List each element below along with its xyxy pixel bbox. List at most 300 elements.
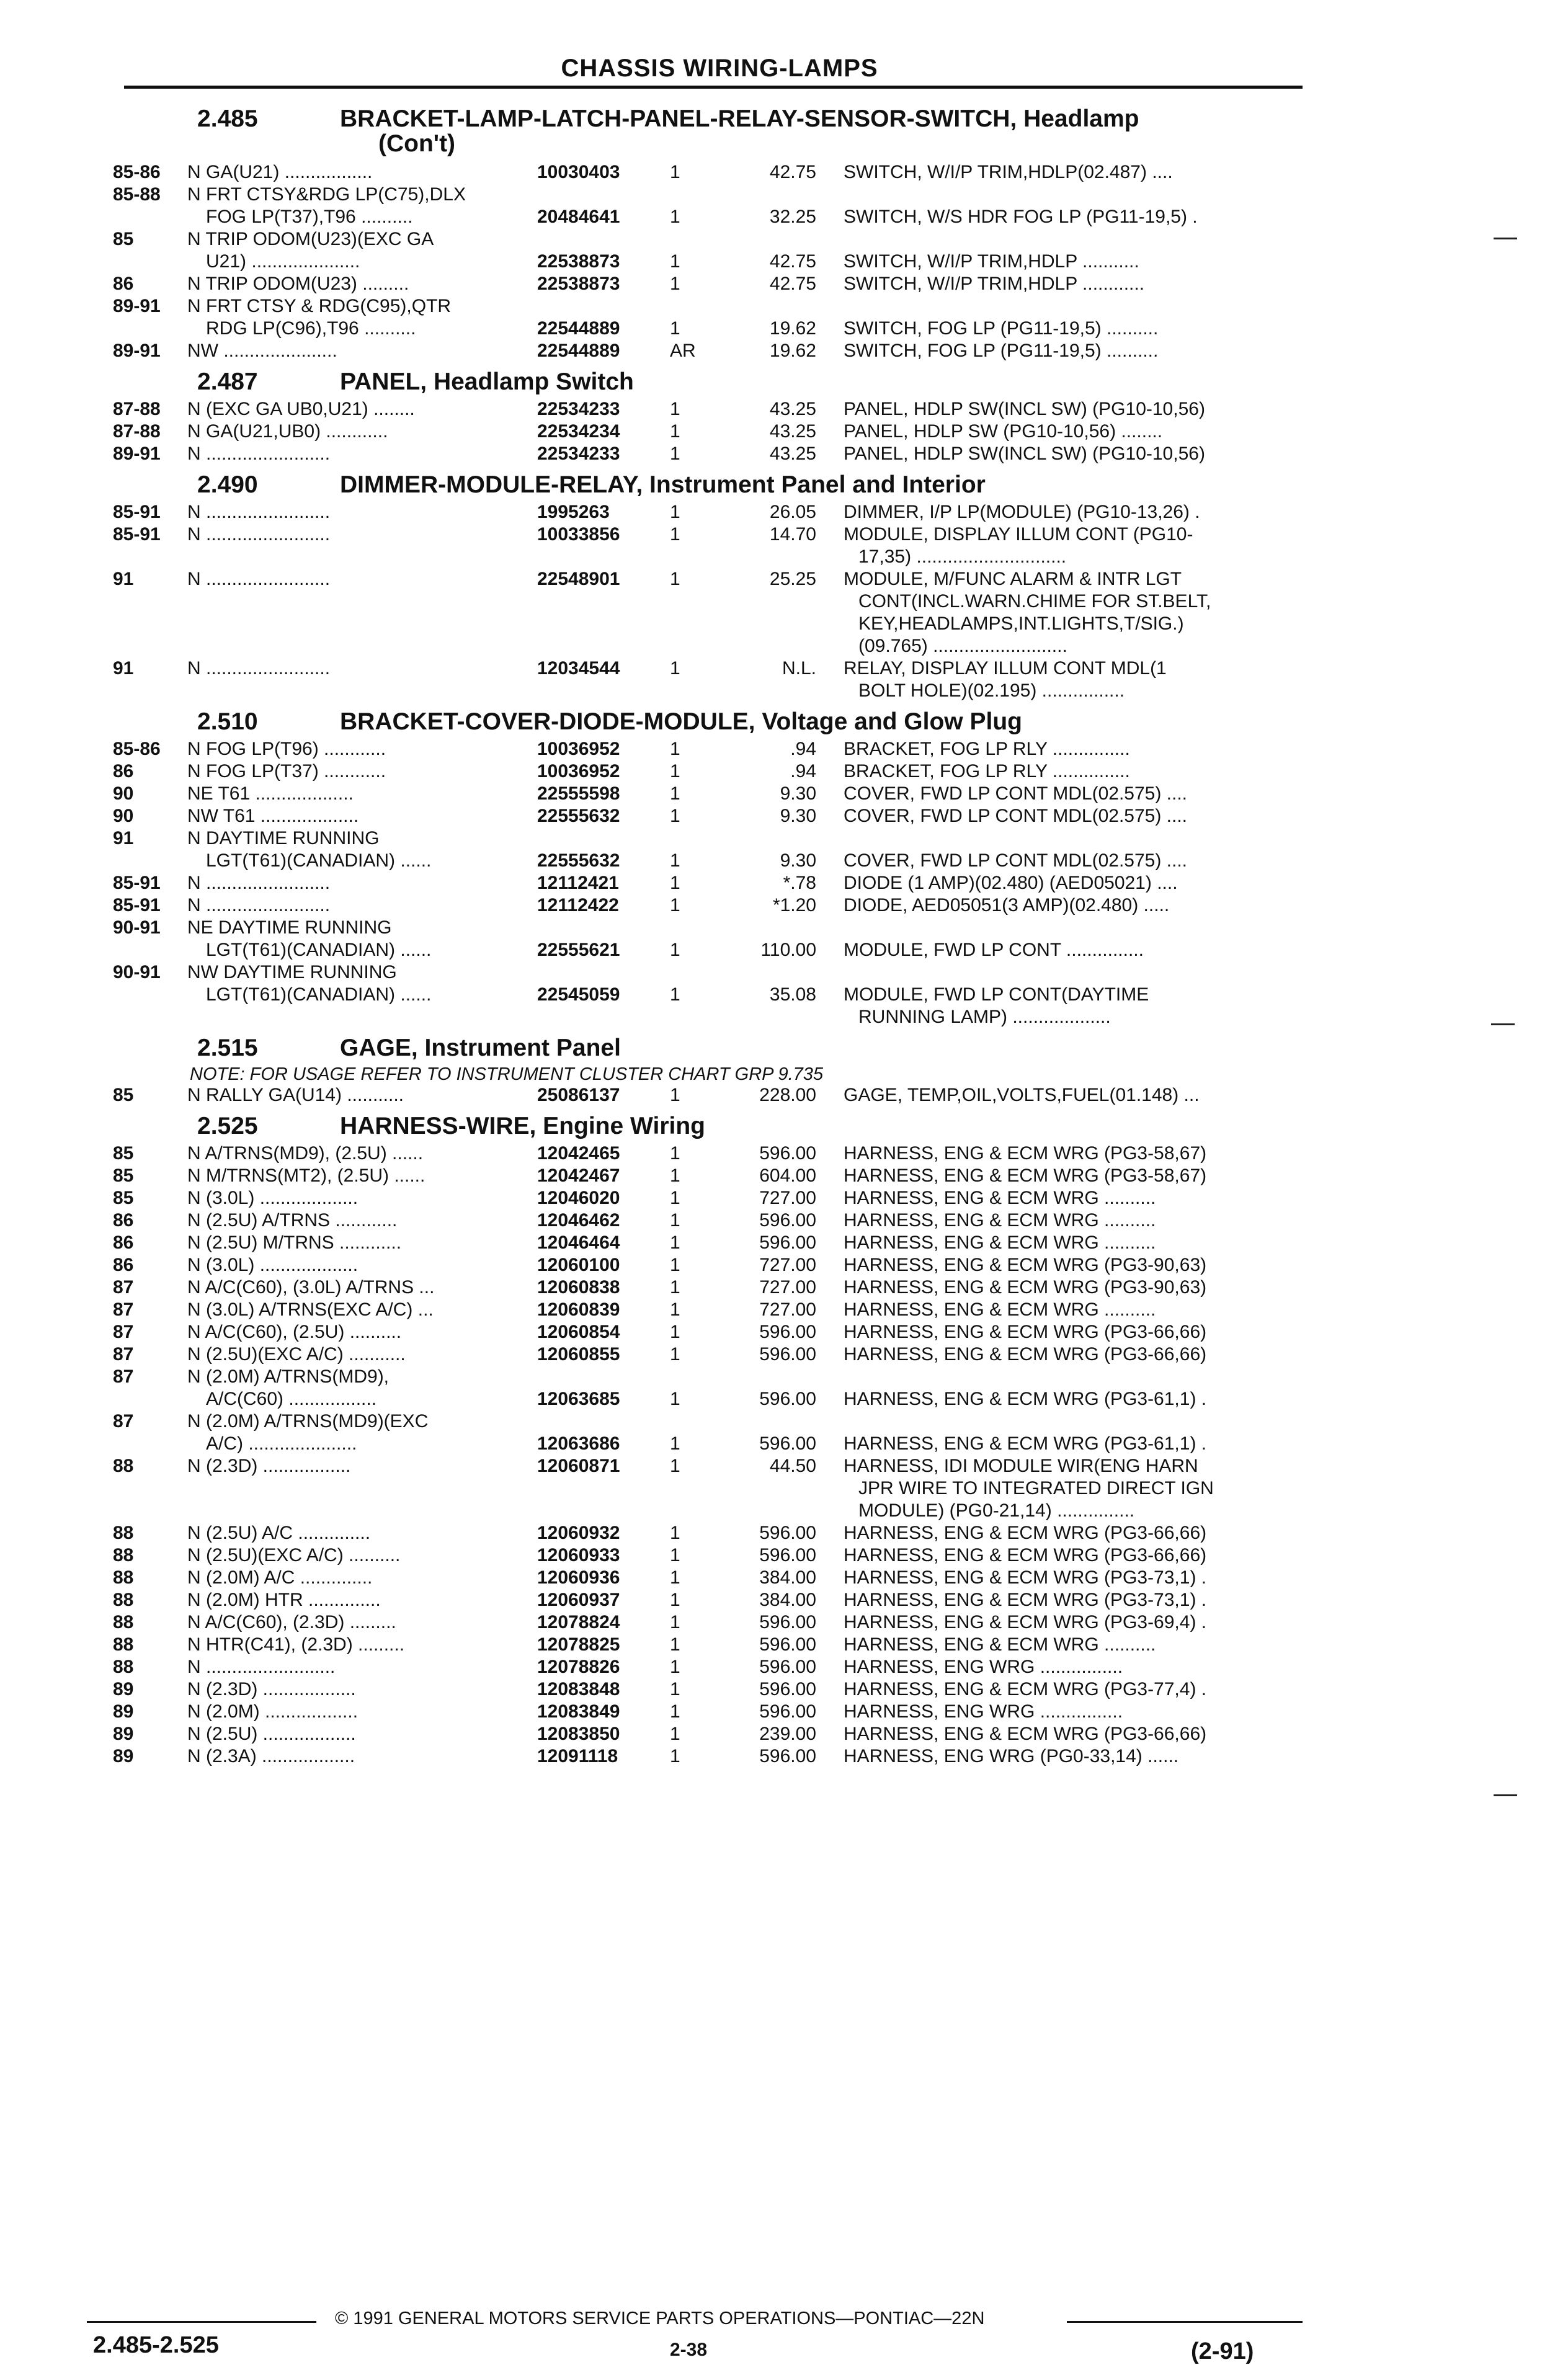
usage-line: N ........................ [187,502,331,522]
footer-rule-right [1067,2321,1303,2323]
part-description-line: BOLT HOLE)(02.195) ................ [858,680,1125,701]
usage-description [187,1343,522,1366]
part-description-line [844,228,1290,251]
price: 596.00 [759,1389,816,1409]
usage-description [187,738,522,760]
quantity: 1 [670,1143,680,1164]
usage-line: N ......................... [187,1657,336,1677]
usage-description [187,805,522,827]
scan-edge-mark [1491,1023,1515,1025]
part-description [844,340,1290,362]
section-number: 2.515 [197,1035,258,1061]
part-description-line: HARNESS, ENG WRG ................ [844,1657,1123,1677]
part-number: 22534233 [537,443,620,464]
parts-row [0,1410,1568,1455]
part-description-line: HARNESS, ENG & ECM WRG (PG3-66,66) [844,1523,1207,1543]
usage-line: NE T61 ................... [187,783,354,804]
part-description-line: HARNESS, ENG & ECM WRG .......... [844,1210,1156,1231]
price: *1.20 [772,895,816,915]
part-number: 12060933 [537,1545,620,1566]
model-years: 85-91 [113,524,161,545]
part-description-line: KEY,HEADLAMPS,INT.LIGHTS,T/SIG.) [858,613,1184,634]
part-description [844,1343,1290,1366]
parts-row [0,760,1568,783]
price: 43.25 [769,421,816,442]
part-description-line: HARNESS, ENG & ECM WRG (PG3-66,66) [844,1322,1207,1342]
part-description-line: PANEL, HDLP SW(INCL SW) (PG10-10,56) [844,443,1205,464]
section-title: BRACKET-COVER-DIODE-MODULE, Voltage and Glow Plug [340,708,1022,735]
part-description-line: HARNESS, ENG & ECM WRG (PG3-90,63) [844,1277,1207,1298]
usage-line: N TRIP ODOM(U23) ......... [187,274,409,294]
usage-description [187,1232,522,1254]
usage-line: N RALLY GA(U14) ........... [187,1085,404,1105]
usage-line: LGT(T61)(CANADIAN) ...... [206,850,432,871]
part-description [844,1321,1290,1343]
price: 32.25 [769,207,816,227]
parts-row [0,1209,1568,1232]
part-description-line: HARNESS, ENG & ECM WRG (PG3-61,1) . [844,1389,1207,1409]
parts-row [0,827,1568,872]
quantity: AR [670,341,696,361]
quantity: 1 [670,443,680,464]
model-years: 88 [113,1567,134,1588]
part-number: 22544889 [537,341,620,361]
usage-description [187,1276,522,1299]
parts-row [0,1678,1568,1701]
part-number: 12112422 [537,895,619,915]
model-years: 88 [113,1612,134,1632]
part-number: 12063685 [537,1389,620,1409]
usage-line: N ........................ [187,569,331,589]
parts-row [0,894,1568,917]
price: 42.75 [769,251,816,272]
usage-description [187,1410,522,1455]
footer-revision-date: (2-91) [1191,2338,1254,2364]
price: 596.00 [759,1634,816,1655]
usage-line: FOG LP(T37),T96 .......... [206,207,413,227]
model-years: 85-91 [113,873,161,893]
usage-line: N (3.0L) ................... [187,1255,359,1275]
part-description-line: HARNESS, ENG & ECM WRG .......... [844,1634,1156,1655]
model-years: 87 [113,1344,134,1365]
usage-line: N ........................ [187,658,331,679]
part-description [844,523,1290,568]
model-years: 85-91 [113,895,161,915]
usage-line: LGT(T61)(CANADIAN) ...... [206,940,432,960]
scan-edge-mark [1494,1794,1517,1796]
footer-page-number: 2-38 [670,2340,708,2360]
part-number: 12060100 [537,1255,620,1275]
part-description [844,1366,1290,1410]
price: 9.30 [780,806,816,826]
parts-row [0,1455,1568,1522]
usage-line: N (2.0M) A/TRNS(MD9), [187,1366,390,1387]
price: 596.00 [759,1523,816,1543]
usage-line: N (2.5U)(EXC A/C) .......... [187,1545,401,1566]
parts-row [0,161,1568,184]
usage-line: N (2.3A) .................. [187,1746,355,1766]
part-description [844,805,1290,827]
price: 727.00 [759,1299,816,1320]
part-description [844,1745,1290,1768]
price: .94 [790,739,816,759]
usage-description [187,228,522,273]
usage-line: RDG LP(C96),T96 .......... [206,318,416,339]
price: .94 [790,761,816,782]
price: 43.25 [769,399,816,419]
part-description-line: PANEL, HDLP SW (PG10-10,56) ........ [844,421,1163,442]
usage-line: N ........................ [187,524,331,545]
part-number: 12083849 [537,1701,620,1722]
usage-description [187,1455,522,1477]
price: 43.25 [769,443,816,464]
part-description [844,1187,1290,1209]
usage-line: N (EXC GA UB0,U21) ........ [187,399,415,419]
usage-line: N (2.5U)(EXC A/C) ........... [187,1344,406,1365]
model-years: 85-88 [113,184,161,205]
parts-row [0,1723,1568,1745]
usage-line: N ........................ [187,895,331,915]
part-description [844,501,1290,523]
usage-description [187,523,522,546]
part-description-line: HARNESS, ENG & ECM WRG (PG3-73,1) . [844,1567,1207,1588]
part-number: 22555632 [537,806,620,826]
parts-row [0,398,1568,421]
part-description [844,1165,1290,1187]
part-number: 1995263 [537,502,610,522]
part-description-line: HARNESS, ENG & ECM WRG .......... [844,1299,1156,1320]
usage-line: NE DAYTIME RUNNING [187,917,392,938]
part-description [844,1611,1290,1634]
usage-description [187,501,522,523]
quantity: 1 [670,1085,680,1105]
price: 596.00 [759,1746,816,1766]
usage-line: U21) ..................... [206,251,360,272]
part-description-line [844,917,1290,939]
price: 596.00 [759,1657,816,1677]
price: N.L. [782,658,816,679]
part-description-line: COVER, FWD LP CONT MDL(02.575) .... [844,850,1188,871]
part-description-line: HARNESS, ENG & ECM WRG (PG3-69,4) . [844,1612,1207,1632]
price: 9.30 [780,783,816,804]
parts-row [0,1187,1568,1209]
quantity: 1 [670,1299,680,1320]
price: 596.00 [759,1344,816,1365]
part-number: 22538873 [537,251,620,272]
quantity: 1 [670,207,680,227]
part-description-line [844,961,1290,984]
part-number: 12083848 [537,1679,620,1699]
part-description [844,161,1290,184]
price: 19.62 [769,318,816,339]
section-number: 2.485 [197,105,258,132]
part-description-line: SWITCH, W/S HDR FOG LP (PG11-19,5) . [844,207,1198,227]
part-description [844,295,1290,340]
part-description [844,398,1290,421]
part-number: 12042465 [537,1143,620,1164]
section-number: 2.490 [197,471,258,498]
usage-line: N (3.0L) A/TRNS(EXC A/C) ... [187,1299,434,1320]
part-description-line: HARNESS, ENG & ECM WRG .......... [844,1232,1156,1253]
section-heading [0,105,1568,161]
part-description [844,1544,1290,1567]
usage-description [187,657,522,680]
model-years: 86 [113,1255,134,1275]
model-years: 90-91 [113,962,161,982]
quantity: 1 [670,1701,680,1722]
part-number: 12078824 [537,1612,620,1632]
part-description-line: HARNESS, ENG & ECM WRG .......... [844,1188,1156,1208]
parts-row [0,1745,1568,1768]
price: 596.00 [759,1143,816,1164]
part-number: 12060838 [537,1277,620,1298]
part-description-line [844,827,1290,850]
model-years: 89 [113,1746,134,1766]
part-number: 12078825 [537,1634,620,1655]
usage-line: N (2.5U) A/C .............. [187,1523,371,1543]
section-heading [0,368,1568,398]
price: 727.00 [759,1255,816,1275]
usage-description [187,1321,522,1343]
part-number: 22555621 [537,940,620,960]
quantity: 1 [670,569,680,589]
part-description [844,1723,1290,1745]
part-description-line: MODULE) (PG0-21,14) ............... [858,1500,1135,1521]
usage-description [187,1544,522,1567]
part-description [844,1455,1290,1522]
price: 596.00 [759,1210,816,1231]
part-description-line: SWITCH, W/I/P TRIM,HDLP(02.487) .... [844,162,1173,182]
parts-row [0,783,1568,805]
usage-description [187,872,522,894]
model-years: 91 [113,658,134,679]
part-description [844,783,1290,805]
parts-row [0,1165,1568,1187]
quantity: 1 [670,1657,680,1677]
part-number: 22555632 [537,850,620,871]
parts-row [0,295,1568,340]
price: 604.00 [759,1165,816,1186]
parts-row [0,523,1568,568]
parts-row [0,228,1568,273]
quantity: 1 [670,1590,680,1610]
usage-line: N (2.0M) A/C .............. [187,1567,373,1588]
section-title: BRACKET-LAMP-LATCH-PANEL-RELAY-SENSOR-SWITCH, Headlamp [340,105,1139,132]
parts-row [0,1701,1568,1723]
quantity: 1 [670,739,680,759]
parts-row [0,1232,1568,1254]
usage-description [187,161,522,184]
usage-description [187,1165,522,1187]
usage-description [187,1084,522,1107]
parts-row [0,1522,1568,1544]
part-description-line [844,1410,1290,1433]
usage-line: N FRT CTSY&RDG LP(C75),DLX [187,184,466,205]
usage-description [187,1522,522,1544]
part-number: 12060932 [537,1523,620,1543]
usage-description [187,1187,522,1209]
price: 19.62 [769,341,816,361]
quantity: 1 [670,1612,680,1632]
usage-line: N (2.0M) HTR .............. [187,1590,381,1610]
part-description-line: BRACKET, FOG LP RLY ............... [844,739,1130,759]
model-years: 86 [113,761,134,782]
price: 9.30 [780,850,816,871]
usage-description [187,568,522,590]
price: 44.50 [769,1456,816,1476]
section-title: PANEL, Headlamp Switch [340,368,634,395]
usage-description [187,894,522,917]
usage-description [187,273,522,295]
part-description [844,443,1290,465]
parts-row [0,1343,1568,1366]
parts-row [0,184,1568,228]
part-number: 22544889 [537,318,620,339]
part-description-line: (09.765) .......................... [858,636,1067,656]
part-description [844,1410,1290,1455]
model-years: 89-91 [113,443,161,464]
quantity: 1 [670,318,680,339]
part-description [844,657,1290,702]
quantity: 1 [670,1567,680,1588]
usage-description [187,340,522,362]
quantity: 1 [670,1322,680,1342]
quantity: 1 [670,421,680,442]
usage-description [187,1701,522,1723]
part-description-line: COVER, FWD LP CONT MDL(02.575) .... [844,783,1188,804]
model-years: 89-91 [113,296,161,316]
part-description [844,1276,1290,1299]
usage-description [187,783,522,805]
usage-line: N (2.5U) M/TRNS ............ [187,1232,402,1253]
section-number: 2.487 [197,368,258,395]
quantity: 1 [670,1188,680,1208]
usage-line: NW T61 ................... [187,806,359,826]
quantity: 1 [670,1634,680,1655]
part-number: 22538873 [537,274,620,294]
section-heading [0,471,1568,501]
scan-edge-mark [1494,238,1517,239]
parts-row [0,1299,1568,1321]
usage-note-text: NOTE: FOR USAGE REFER TO INSTRUMENT CLUSTER CHART GRP 9.735 [190,1064,824,1084]
part-description [844,738,1290,760]
quantity: 1 [670,399,680,419]
part-description-line: PANEL, HDLP SW(INCL SW) (PG10-10,56) [844,399,1205,419]
model-years: 85 [113,1085,134,1105]
parts-row [0,568,1568,657]
section-title: DIMMER-MODULE-RELAY, Instrument Panel and Interior [340,471,986,498]
part-number: 22534234 [537,421,620,442]
model-years: 91 [113,569,134,589]
section-title: HARNESS-WIRE, Engine Wiring [340,1113,705,1139]
usage-description [187,1745,522,1768]
quantity: 1 [670,1344,680,1365]
parts-row [0,1634,1568,1656]
footer-section-range: 2.485-2.525 [93,2332,219,2358]
part-number: 10030403 [537,162,620,182]
part-number: 12060854 [537,1322,620,1342]
model-years: 87-88 [113,421,161,442]
section-title: GAGE, Instrument Panel [340,1035,621,1061]
part-number: 12042467 [537,1165,620,1186]
parts-row [0,805,1568,827]
model-years: 86 [113,1232,134,1253]
usage-line: N FOG LP(T37) ............ [187,761,386,782]
part-description [844,273,1290,295]
part-description-line: HARNESS, ENG & ECM WRG (PG3-77,4) . [844,1679,1207,1699]
part-description-line: BRACKET, FOG LP RLY ............... [844,761,1130,782]
model-years: 85-86 [113,162,161,182]
part-description-line: MODULE, FWD LP CONT ............... [844,940,1144,960]
parts-row [0,738,1568,760]
parts-row [0,1142,1568,1165]
quantity: 1 [670,251,680,272]
model-years: 89 [113,1701,134,1722]
parts-listing [0,99,1568,1768]
section-number: 2.510 [197,708,258,735]
usage-description [187,1723,522,1745]
model-years: 90 [113,806,134,826]
quantity: 1 [670,873,680,893]
part-description-line [844,295,1290,318]
quantity: 1 [670,895,680,915]
model-years: 89 [113,1724,134,1744]
model-years: 85-91 [113,502,161,522]
usage-line: N (2.3D) .................. [187,1679,356,1699]
part-number: 12046462 [537,1210,620,1231]
quantity: 1 [670,502,680,522]
section-continued: (Con't) [378,130,456,157]
price: 42.75 [769,274,816,294]
quantity: 1 [670,1724,680,1744]
part-description-line: HARNESS, ENG & ECM WRG (PG3-58,67) [844,1165,1207,1186]
part-description-line: CONT(INCL.WARN.CHIME FOR ST.BELT, [858,591,1211,612]
part-number: 12078826 [537,1657,620,1677]
usage-line: N GA(U21) ................. [187,162,373,182]
quantity: 1 [670,1210,680,1231]
quantity: 1 [670,761,680,782]
part-description-line: DIMMER, I/P LP(MODULE) (PG10-13,26) . [844,502,1200,522]
price: 596.00 [759,1679,816,1699]
usage-description [187,295,522,340]
parts-row [0,917,1568,961]
part-description-line: DIODE (1 AMP)(02.480) (AED05021) .... [844,873,1178,893]
part-number: 12063686 [537,1433,620,1454]
parts-row [0,501,1568,523]
part-description [844,1232,1290,1254]
part-description-line: DIODE, AED05051(3 AMP)(02.480) ..... [844,895,1170,915]
part-description-line: 17,35) ............................. [858,546,1067,567]
parts-row [0,421,1568,443]
model-years: 87 [113,1411,134,1432]
price: 596.00 [759,1701,816,1722]
model-years: 89-91 [113,341,161,361]
usage-line: N M/TRNS(MT2), (2.5U) ...... [187,1165,425,1186]
usage-description [187,184,522,228]
usage-description [187,398,522,421]
parts-row [0,872,1568,894]
quantity: 1 [670,1433,680,1454]
price: 25.25 [769,569,816,589]
part-description [844,1522,1290,1544]
usage-line: A/C(C60) ................. [206,1389,377,1409]
section-heading [0,1035,1568,1064]
part-description-line: HARNESS, ENG & ECM WRG (PG3-90,63) [844,1255,1207,1275]
parts-row [0,1276,1568,1299]
usage-line: N A/C(C60), (2.3D) ......... [187,1612,396,1632]
usage-line: NW ...................... [187,341,337,361]
part-number: 22555598 [537,783,620,804]
